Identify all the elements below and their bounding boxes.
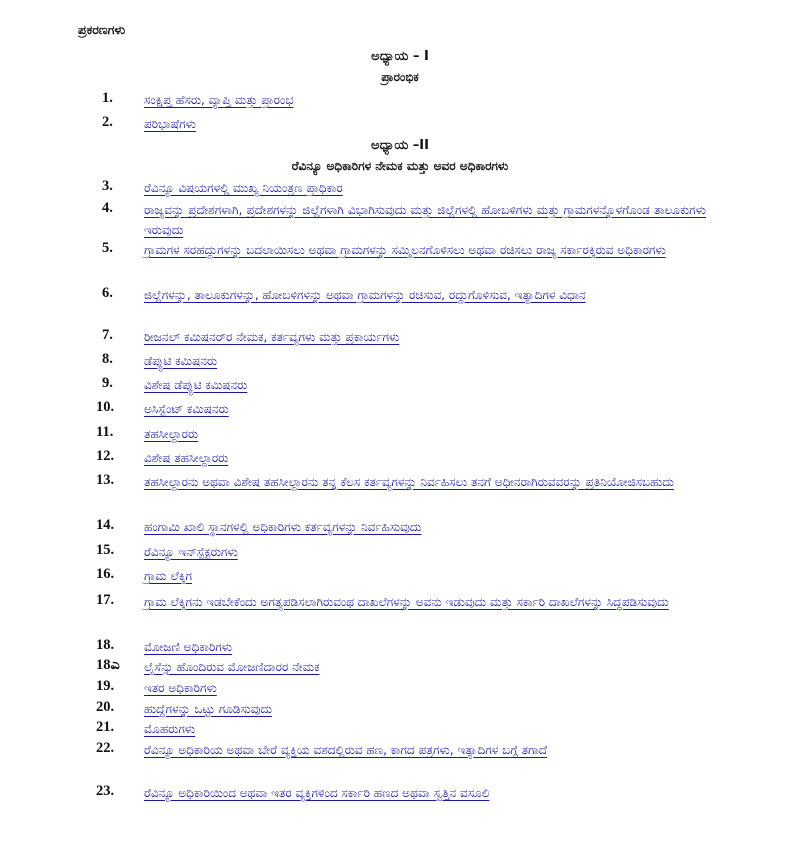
section-link[interactable]: ಮೊಹರುಗಳು <box>144 722 196 736</box>
page-heading: ಪ್ರಕರಣಗಳು <box>78 22 126 37</box>
section-link[interactable]: ಮೋಜಣಿ ಅಧಿಕಾರಿಗಳು <box>144 640 233 654</box>
section-link[interactable]: ರೆವಿನ್ಯೂ ವಿಷಯಗಳಲ್ಲಿ ಮುಖ್ಯ ನಿಯಂತ್ರಣ ಪ್ರಾಧಿಕಾರ <box>144 181 343 195</box>
section-link[interactable]: ಹಂಗಾಮಿ ಖಾಲಿ ಸ್ಥಾನಗಳಲ್ಲಿ ಅಧಿಕಾರಿಗಳು ಕರ್ತವ್ಯಗಳನ್ನು ನಿರ್ವಹಿಸುವುದು <box>144 520 422 534</box>
section-link[interactable]: ಜಿಲ್ಲೆಗಳನ್ನು, ತಾಲೂಕುಗಳನ್ನು, ಹೋಬಳಿಗಳನ್ನು ಅಥವಾ ಗ್ರಾಮಗಳನ್ನು ರಚಿಸುವ, ರದ್ದುಗೊಳಿಸುವ, ಇತ್ಯಾದಿಗಳ ವಿಧಾನ <box>144 288 586 302</box>
section-number: 18. <box>96 637 115 653</box>
section-link[interactable]: ರೆವಿನ್ಯೂ ಅಧಿಕಾರಿಯಿಂದ ಅಥವಾ ಇತರ ವ್ಯಕ್ತಿಗಳಿಂದ ಸರ್ಕಾರಿ ಹಣದ ಅಥವಾ ಸ್ವತ್ತಿನ ವಸೂಲಿ <box>144 786 490 800</box>
section-link[interactable]: ತಹಸೀಲ್ದಾರನು ಅಥವಾ ವಿಶೇಷ ತಹಸೀಲ್ದಾರನು ತನ್ನ ಕೆಲಸ ಕರ್ತವ್ಯಗಳನ್ನು ನಿರ್ವಹಿಸಲು ತನಗೆ ಅಧೀನರಾಗಿರುವವರನ್ನು ಪ್ರತಿನಿಯೋಜಿಸಬಹುದು <box>144 475 674 489</box>
section-number: 8. <box>102 351 113 367</box>
section-number: 3. <box>102 178 113 194</box>
section-number: 7. <box>102 327 113 343</box>
section-link[interactable]: ತಹಸೀಲ್ದಾರರು <box>144 427 199 441</box>
section-number: 13. <box>96 472 115 488</box>
section-number: 10. <box>96 399 115 415</box>
section-link[interactable]: ವಿಶೇಷ ತಹಸೀಲ್ದಾರರು <box>144 451 229 465</box>
section-link[interactable]: ರಾಜ್ಯವನ್ನು ಪ್ರದೇಶಗಳಾಗಿ, ಪ್ರದೇಶಗಳನ್ನು ಜಿಲ್ಲೆಗಳಾಗಿ ವಿಭಾಗಿಸುವುದು ಮತ್ತು ಜಿಲ್ಲೆಗಳಲ್ಲಿ ಹೋಬಳಿಗಳು ಮತ್ತು ಗ್ರಾಮಗಳನ್ನೊಳಗೊಂಡ ತಾಲೂಕುಗಳು ಇರುವುದು <box>144 203 706 237</box>
section-number: 5. <box>102 240 113 256</box>
section-number: 14. <box>96 517 115 533</box>
section-link[interactable]: ರೆವಿನ್ಯೂ ಅಧಿಕಾರಿಯ ಅಥವಾ ಬೇರೆ ವ್ಯಕ್ತಿಯ ವಶದಲ್ಲಿರುವ ಹಣ, ಕಾಗದ ಪತ್ರಗಳು, ಇತ್ಯಾದಿಗಳ ಬಗ್ಗೆ ತಗಾದೆ <box>144 743 548 757</box>
section-number: 2. <box>102 114 113 130</box>
section-link[interactable]: ವಿಶೇಷ ಡೆಪ್ಯುಟಿ ಕಮಿಷನರು <box>144 378 248 392</box>
section-number: 20. <box>96 699 115 715</box>
section-link[interactable]: ಪರಿಭಾಷೆಗಳು <box>144 117 196 131</box>
section-number: 1. <box>102 90 113 106</box>
section-number: 12. <box>96 448 115 464</box>
section-link[interactable]: ಲೈಸೆನ್ಸು ಹೊಂದಿರುವ ಮೋಜಣಿದಾರರ ನೇಮಕ <box>144 660 320 674</box>
section-number: 21. <box>96 719 115 735</box>
section-link[interactable]: ಅಸಿಸ್ಟೆಂಟ್ ಕಮಿಷನರು <box>144 402 229 416</box>
section-number: 4. <box>102 200 113 216</box>
chapter-1-subtitle: ಪ್ರಾರಂಭಿಕ <box>381 70 419 84</box>
chapter-2-title: ಅಧ್ಯಾಯ –II <box>371 138 429 153</box>
section-link[interactable]: ಇತರ ಅಧಿಕಾರಿಗಳು <box>144 681 217 695</box>
section-number: 18ಎ <box>96 657 120 673</box>
section-link[interactable]: ಡೆಪ್ಯುಟಿ ಕಮಿಷನರು <box>144 354 218 368</box>
section-link[interactable]: ರೆವಿನ್ಯೂ ಇನ್‌ಸ್ಪೆಕ್ಟರುಗಳು <box>144 545 238 559</box>
section-number: 15. <box>96 542 115 558</box>
section-number: 22. <box>96 740 115 756</box>
section-number: 23. <box>96 783 115 799</box>
section-number: 11. <box>96 424 114 440</box>
section-number: 16. <box>96 566 115 582</box>
section-number: 17. <box>96 592 115 608</box>
chapter-2-subtitle: ರೆವಿನ್ಯೂ ಅಧಿಕಾರಿಗಳ ನೇಮಕ ಮತ್ತು ಅವರ ಅಧಿಕಾರಗಳು <box>291 159 509 173</box>
section-number: 6. <box>102 285 113 301</box>
chapter-1-title: ಅಧ್ಯಾಯ – I <box>371 49 429 64</box>
section-link[interactable]: ಗ್ರಾಮ ಲೆಕ್ಕಿಗನು ಇಡಬೇಕೆಂದು ಅಗತ್ಯಪಡಿಸಲಾಗಿರುವಂಥ ದಾಖಲೆಗಳನ್ನು ಅವನು ಇಡುವುದು ಮತ್ತು ಸರ್ಕಾರಿ ದಾಖಲೆಗಳನ್ನು ಸಿದ್ಧಪಡಿಸುವುದು <box>144 595 669 609</box>
section-number: 19. <box>96 678 115 694</box>
section-link[interactable]: ಸಂಕ್ಷಿಪ್ತ ಹೆಸರು, ವ್ಯಾಪ್ತಿ ಮತ್ತು ಪ್ರಾರಂಭ <box>144 93 294 107</box>
section-link[interactable]: ಗ್ರಾಮಗಳ ಸರಹದ್ದುಗಳನ್ನು ಬದಲಾಯಿಸಲು ಅಥವಾ ಗ್ರಾಮಗಳನ್ನು ಸಮ್ಮಿಲನಗೊಳಿಸಲು ಅಥವಾ ರಚಿಸಲು ರಾಜ್ಯ ಸರ್ಕಾರಕ್ಕಿರುವ ಅಧಿಕಾರಗಳು <box>144 243 666 257</box>
section-link[interactable]: ಹುದ್ದೆಗಳನ್ನು ಒಟ್ಟು ಗೂಡಿಸುವುದು <box>144 702 273 716</box>
section-link[interactable]: ರೀಜನಲ್ ಕಮಿಷನರ್‌ರ ನೇಮಕ, ಕರ್ತವ್ಯಗಳು ಮತ್ತು ಪ್ರಕಾರ್ಯಗಳು <box>144 330 400 344</box>
section-link[interactable]: ಗ್ರಾಮ ಲೆಕ್ಕಿಗ <box>144 569 192 583</box>
section-number: 9. <box>102 375 113 391</box>
